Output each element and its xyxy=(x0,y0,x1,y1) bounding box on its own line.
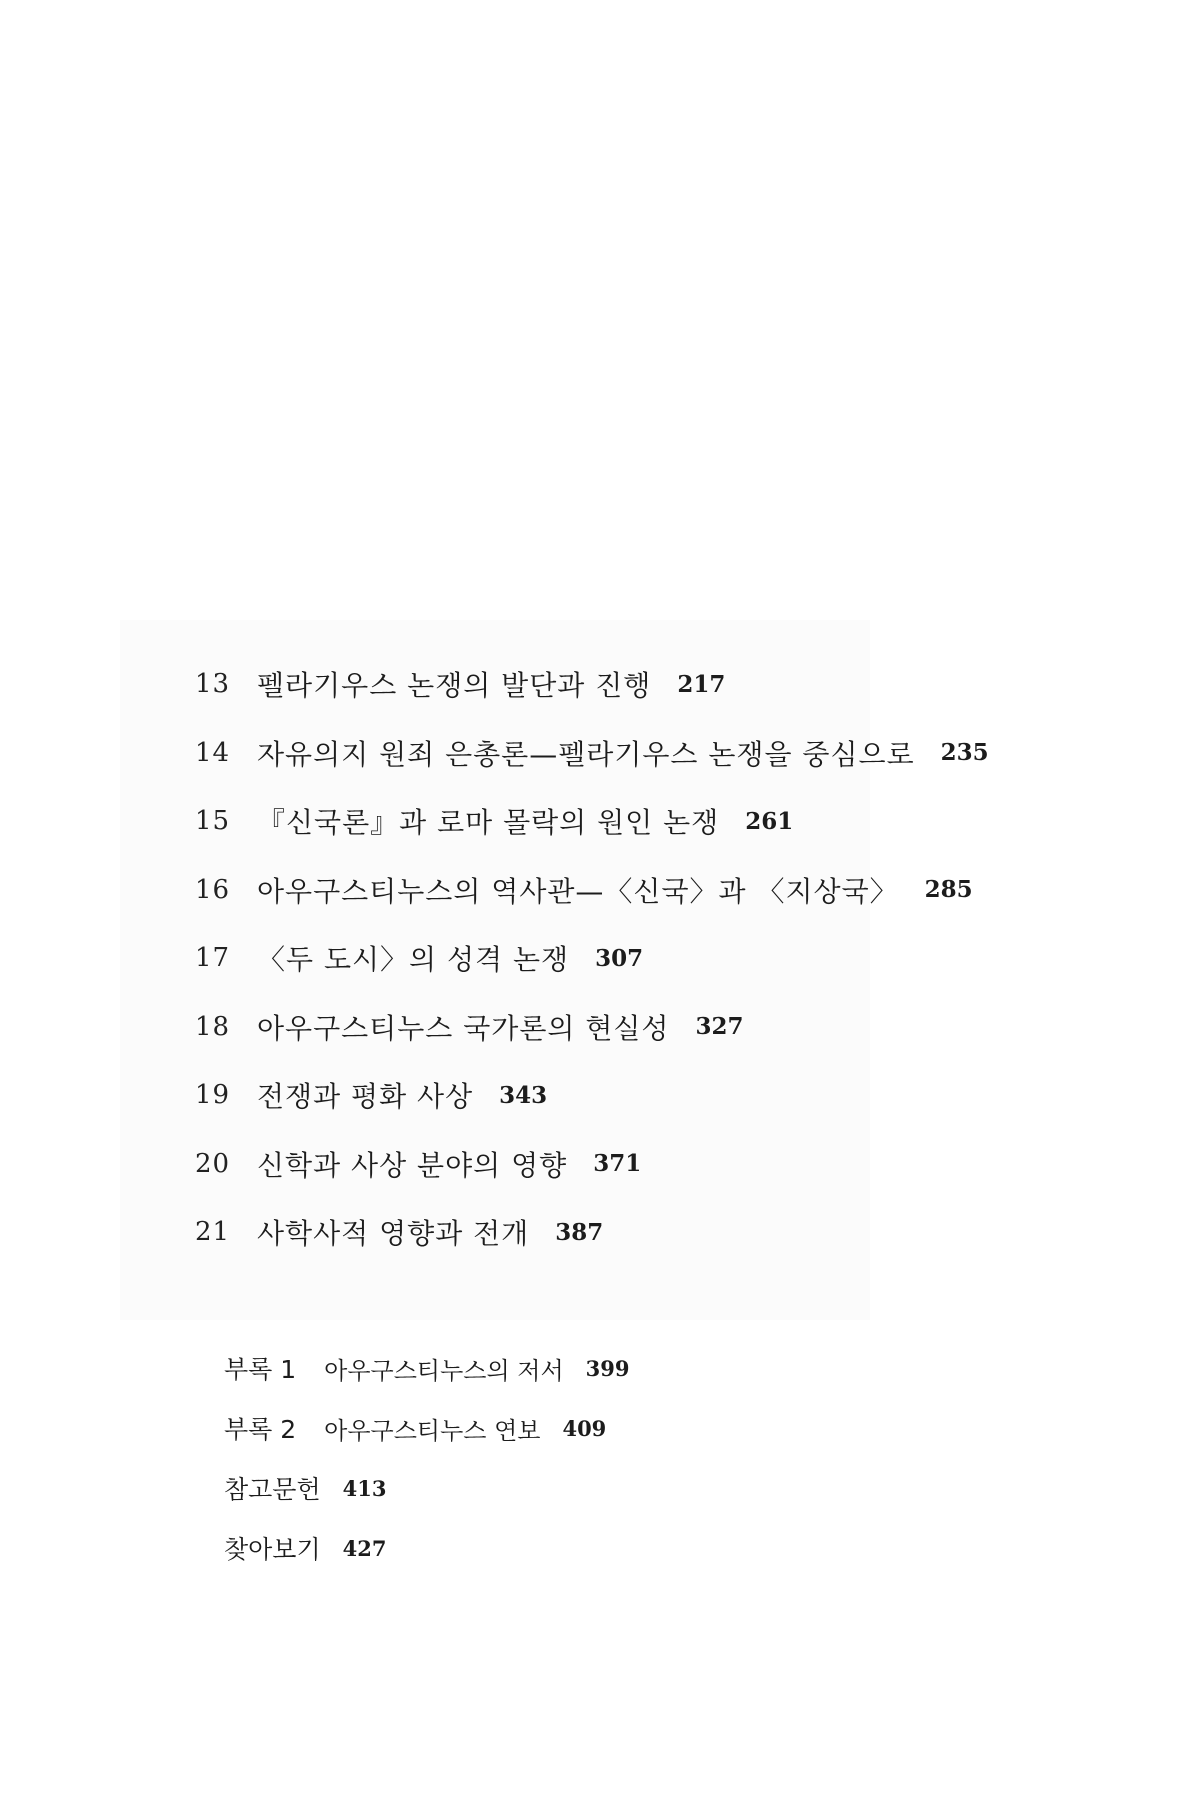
references-entry xyxy=(224,1458,1024,1518)
chapter-title: 아우구스티누스 국가론의 현실성 xyxy=(257,1011,670,1045)
page-number: 371 xyxy=(593,1150,642,1178)
chapter-number: 16 xyxy=(195,874,231,905)
chapter-title: 펠라기우스 논쟁의 발단과 진행 xyxy=(257,669,652,703)
page-number: 387 xyxy=(555,1218,604,1246)
index-entry xyxy=(224,1518,1024,1578)
chapter-number: 20 xyxy=(195,1148,231,1179)
toc-entry xyxy=(195,787,1095,856)
chapter-title: 신학과 사상 분야의 영향 xyxy=(257,1148,568,1182)
chapter-title: 『신국론』과 로마 몰락의 원인 논쟁 xyxy=(257,806,720,840)
toc-entry xyxy=(195,856,1095,925)
appendix-title: 아우구스티누스의 저서 xyxy=(324,1356,564,1385)
appendix-list xyxy=(224,1338,1024,1578)
chapter-number: 17 xyxy=(195,943,231,974)
toc-entry xyxy=(195,1061,1095,1130)
page-number: 399 xyxy=(585,1355,630,1381)
toc-entry xyxy=(195,719,1095,788)
page-number: 413 xyxy=(342,1475,387,1501)
chapter-number: 13 xyxy=(195,669,231,700)
chapter-number: 21 xyxy=(195,1217,231,1248)
chapter-number: 14 xyxy=(195,737,231,768)
chapter-number: 18 xyxy=(195,1011,231,1042)
page-number: 235 xyxy=(940,739,989,767)
chapter-title: 〈두 도시〉의 성격 논쟁 xyxy=(257,943,570,977)
page-number: 307 xyxy=(595,944,644,972)
table-of-contents xyxy=(195,650,1095,1267)
index-label: 찾아보기 xyxy=(224,1535,321,1564)
toc-entry xyxy=(195,1130,1095,1199)
page-number: 427 xyxy=(342,1535,387,1561)
page-number: 217 xyxy=(677,670,726,698)
appendix-entry xyxy=(224,1398,1024,1458)
chapter-title: 사학사적 영향과 전개 xyxy=(257,1217,530,1251)
page-number: 285 xyxy=(924,876,973,904)
appendix-title: 아우구스티누스 연보 xyxy=(324,1416,541,1445)
appendix-label: 부록 2 xyxy=(224,1415,297,1444)
chapter-title: 자유의지 원죄 은총론—펠라기우스 논쟁을 중심으로 xyxy=(257,737,915,771)
page-number: 343 xyxy=(499,1081,548,1109)
toc-entry xyxy=(195,993,1095,1062)
toc-entry xyxy=(195,650,1095,719)
chapter-title: 전쟁과 평화 사상 xyxy=(257,1080,474,1114)
page-number: 327 xyxy=(695,1013,744,1041)
appendix-entry xyxy=(224,1338,1024,1398)
page-number: 261 xyxy=(745,807,794,835)
chapter-number: 19 xyxy=(195,1080,231,1111)
page-number: 409 xyxy=(562,1415,607,1441)
chapter-number: 15 xyxy=(195,806,231,837)
chapter-title: 아우구스티누스의 역사관—〈신국〉과 〈지상국〉 xyxy=(257,874,899,908)
toc-entry xyxy=(195,924,1095,993)
toc-entry xyxy=(195,1198,1095,1267)
references-label: 참고문헌 xyxy=(224,1475,321,1504)
appendix-label: 부록 1 xyxy=(224,1355,297,1384)
